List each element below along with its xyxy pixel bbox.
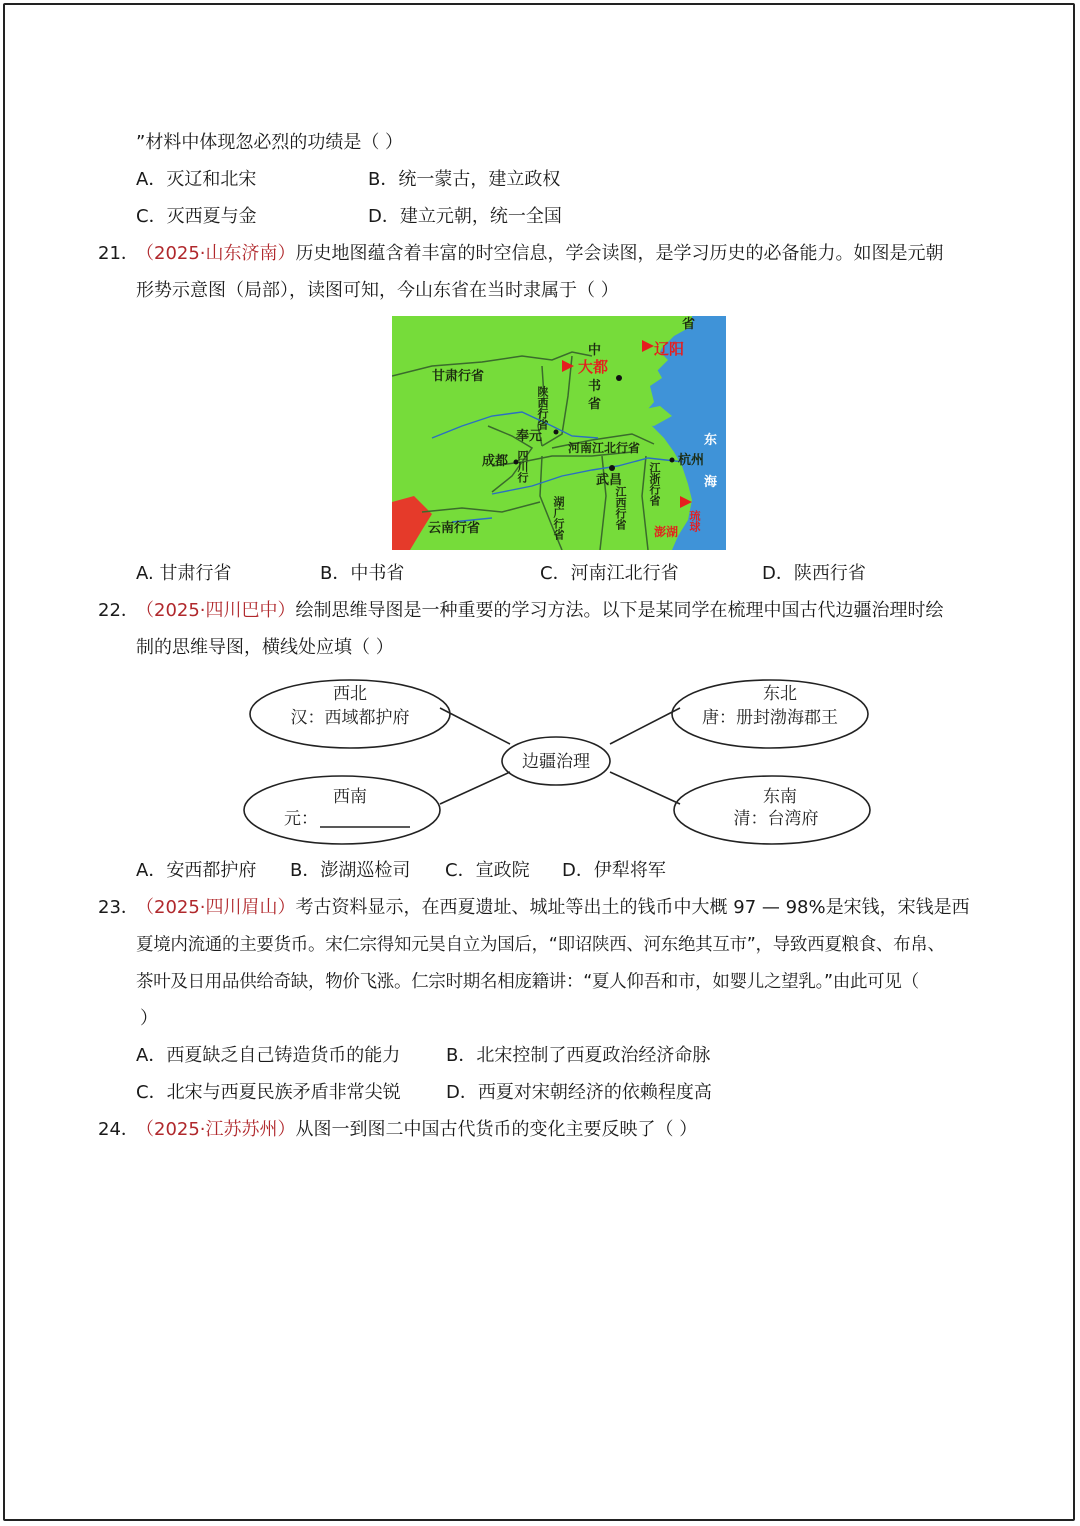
fengyuan-city-dot	[554, 430, 559, 435]
mindmap-ne-title: 东北	[763, 684, 797, 704]
q20-option-d: D．建立元朝，统一全国	[368, 206, 562, 227]
mindmap-se-title: 东南	[763, 787, 797, 807]
q24-stem-1: 从图一到图二中国古代货币的变化主要反映了（ ）	[295, 1119, 698, 1140]
q21-stem-1: 历史地图蕴含着丰富的时空信息，学会读图，是学习历史的必备能力。如图是元朝	[295, 243, 944, 264]
mindmap-sw-text: 元：	[284, 809, 318, 829]
q23-option-a: A．西夏缺乏自己铸造货币的能力	[136, 1045, 401, 1066]
q22-option-a: A．安西都护府	[136, 860, 257, 881]
map-label-dong: 东	[704, 432, 718, 447]
map-label-hangzhou: 杭州	[678, 452, 705, 467]
map-label-henan: 河南江北行省	[568, 441, 641, 455]
q24-line1	[136, 1118, 697, 1142]
map-label-shaanxi: 陕西行省	[536, 386, 548, 430]
map-label-yunnan: 云南行省	[428, 520, 481, 535]
q20-stem-tail: ”材料中体现忽必烈的功绩是（ ）	[136, 132, 404, 153]
yuan-dynasty-map	[392, 316, 726, 550]
q21-option-c: C．河南江北行省	[540, 563, 679, 584]
map-label-sichuan: 四川行	[516, 450, 528, 483]
q22-stem-1: 绘制思维导图是一种重要的学习方法。以下是某同学在梳理中国古代边疆治理时绘	[295, 600, 944, 621]
q23-stem-1: 考古资料显示，在西夏遗址、城址等出土的钱币中大概 97 — 98%是宋钱，宋钱是西	[295, 897, 970, 918]
wuchang-city-dot	[609, 465, 615, 471]
frontier-governance-mindmap	[240, 672, 880, 848]
q22-number: 22．	[98, 600, 139, 621]
q21-number: 21．	[98, 243, 139, 264]
q22-option-c: C．宣政院	[445, 860, 530, 881]
q22-line1	[136, 599, 944, 623]
hangzhou-city-dot	[670, 458, 675, 463]
mindmap-nw-title: 西北	[333, 684, 367, 704]
map-label-hai: 海	[704, 474, 718, 489]
map-label-shu: 书	[588, 378, 602, 393]
q21-option-a: A. 甘肃行省	[136, 563, 232, 584]
map-label-penghu: 澎湖	[654, 525, 679, 539]
q21-stem-2: 形势示意图（局部），读图可知，今山东省在当时隶属于（ ）	[136, 280, 619, 301]
map-label-dadu: 大都	[578, 359, 609, 376]
map-label-wuchang: 武昌	[596, 472, 623, 487]
map-label-sheng-top: 省	[682, 316, 696, 331]
map-label-jiangxi: 江西行省	[614, 486, 626, 530]
map-label-liuqiu: 琉球	[688, 510, 700, 532]
q23-stem-2: 夏境内流通的主要货币。宋仁宗得知元昊自立为国后，“即诏陕西、河东绝其互市”，导致西夏粮食、布帛、	[136, 935, 945, 955]
map-label-fengyuan: 奉元	[516, 428, 543, 443]
q21-option-b: B．中书省	[320, 563, 405, 584]
mindmap-ne-text: 唐：册封渤海郡王	[702, 708, 838, 728]
q23-stem-3: 茶叶及日用品供给奇缺，物价飞涨。仁宗时期名相庞籍讲：“夏人仰吾和市，如婴儿之望乳。”由此可见（	[136, 972, 919, 992]
q20-option-a: A．灭辽和北宋	[136, 169, 257, 190]
q23-stem-4: ）	[140, 1008, 158, 1029]
map-label-jiangzhe: 江浙行省	[648, 462, 660, 506]
map-label-gansu: 甘肃行省	[432, 368, 485, 383]
map-label-liaoyang: 辽阳	[654, 341, 685, 358]
q23-option-b: B．北宋控制了西夏政治经济命脉	[446, 1045, 711, 1066]
q24-number: 24．	[98, 1119, 139, 1140]
mindmap-nw-text: 汉：西域都护府	[290, 708, 410, 728]
q21-option-d: D．陕西行省	[762, 563, 866, 584]
map-label-chengdu: 成都	[482, 453, 509, 468]
mindmap-se-text: 清：台湾府	[733, 809, 819, 829]
q20-option-c: C．灭西夏与金	[136, 206, 257, 227]
q22-source: （2025·四川巴中）	[136, 600, 296, 621]
q21-line1	[136, 242, 944, 266]
q23-option-c: C．北宋与西夏民族矛盾非常尖锐	[136, 1082, 401, 1103]
q21-source: （2025·山东济南）	[136, 243, 296, 264]
q23-option-d: D．西夏对宋朝经济的依赖程度高	[446, 1082, 712, 1103]
map-label-zhong: 中	[588, 342, 602, 357]
q22-stem-2: 制的思维导图，横线处应填（ ）	[136, 637, 394, 658]
q23-source: （2025·四川眉山）	[136, 897, 296, 918]
mindmap-center: 边疆治理	[522, 752, 590, 772]
dadu-city-dot	[616, 375, 622, 381]
map-label-sheng: 省	[588, 396, 602, 411]
mindmap-sw-title: 西南	[333, 787, 367, 807]
q23-line1	[136, 896, 970, 920]
q23-number: 23．	[98, 897, 139, 918]
map-label-huguang: 湖广行省	[552, 496, 564, 540]
q22-option-b: B．澎湖巡检司	[290, 860, 411, 881]
q20-option-b: B．统一蒙古，建立政权	[368, 169, 561, 190]
q24-source: （2025·江苏苏州）	[136, 1119, 296, 1140]
q22-option-d: D．伊犁将军	[562, 860, 666, 881]
